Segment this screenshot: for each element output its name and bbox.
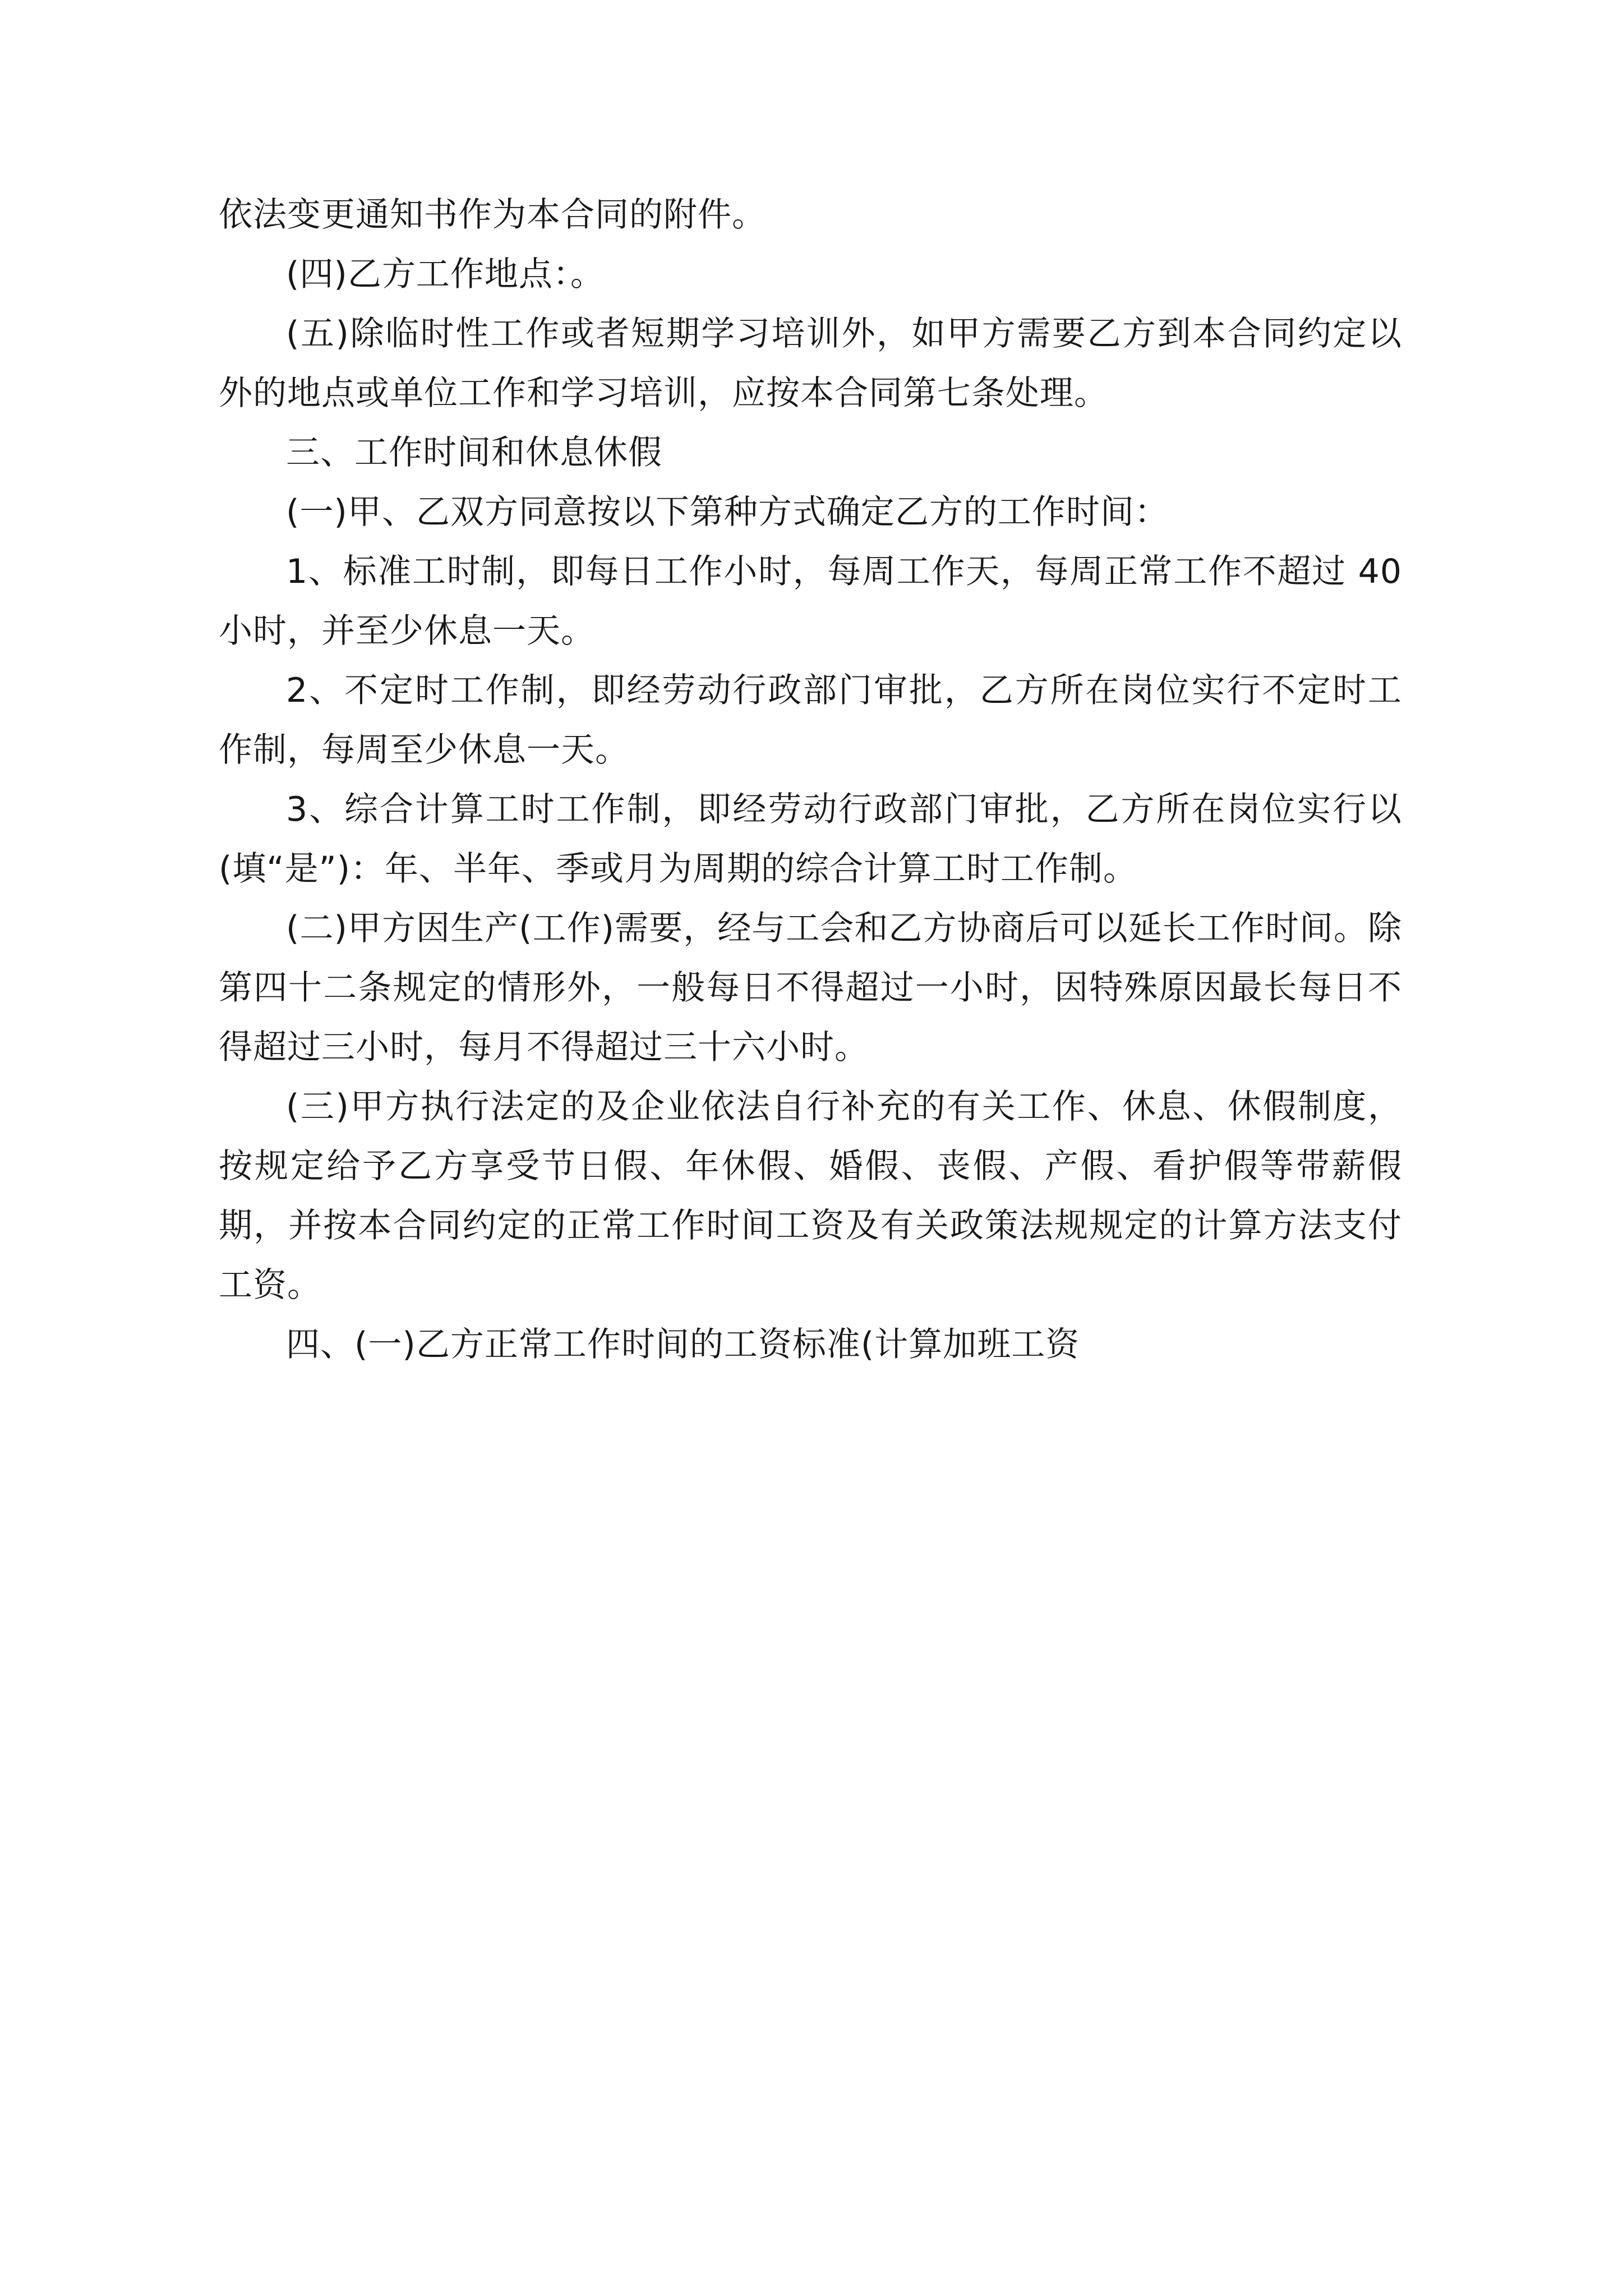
paragraph: 3、综合计算工时工作制，即经劳动行政部门审批，乙方所在岗位实行以(填“是”)：年、半年、季或月为周期的综合计算工时工作制。 <box>219 790 1402 889</box>
paragraph: 四、(一)乙方正常工作时间的工资标准(计算加班工资 <box>286 1325 1080 1364</box>
paragraph: (一)甲、乙双方同意按以下第种方式确定乙方的工作时间： <box>286 493 1169 532</box>
paragraph: 依法变更通知书作为本合同的附件。 <box>219 195 766 234</box>
paragraph: 1、标准工时制，即每日工作小时，每周工作天，每周正常工作不超过 40 小时，并至少休息一天。 <box>219 552 1402 651</box>
paragraph: 2、不定时工作制，即经劳动行政部门审批，乙方所在岗位实行不定时工作制，每周至少休息一天。 <box>219 671 1402 770</box>
paragraph: (五)除临时性工作或者短期学习培训外，如甲方需要乙方到本合同约定以外的地点或单位工作和学习培训，应按本合同第七条处理。 <box>219 314 1402 413</box>
paragraph: (二)甲方因生产(工作)需要，经与工会和乙方协商后可以延长工作时间。除第四十二条规定的情形外，一般每日不得超过一小时，因特殊原因最长每日不得超过三小时，每月不得超过三十六小时。 <box>219 909 1402 1067</box>
paragraph: (三)甲方执行法定的及企业依法自行补充的有关工作、休息、休假制度，按规定给予乙方享受节日假、年休假、婚假、丧假、产假、看护假等带薪假期，并按本合同约定的正常工作时间工资及有关政策法规规定的计算方法支付工资。 <box>219 1087 1402 1305</box>
document-body <box>219 185 1402 1374</box>
paragraph: (四)乙方工作地点：。 <box>286 255 605 294</box>
section-heading: 三、工作时间和休息休假 <box>286 433 662 472</box>
